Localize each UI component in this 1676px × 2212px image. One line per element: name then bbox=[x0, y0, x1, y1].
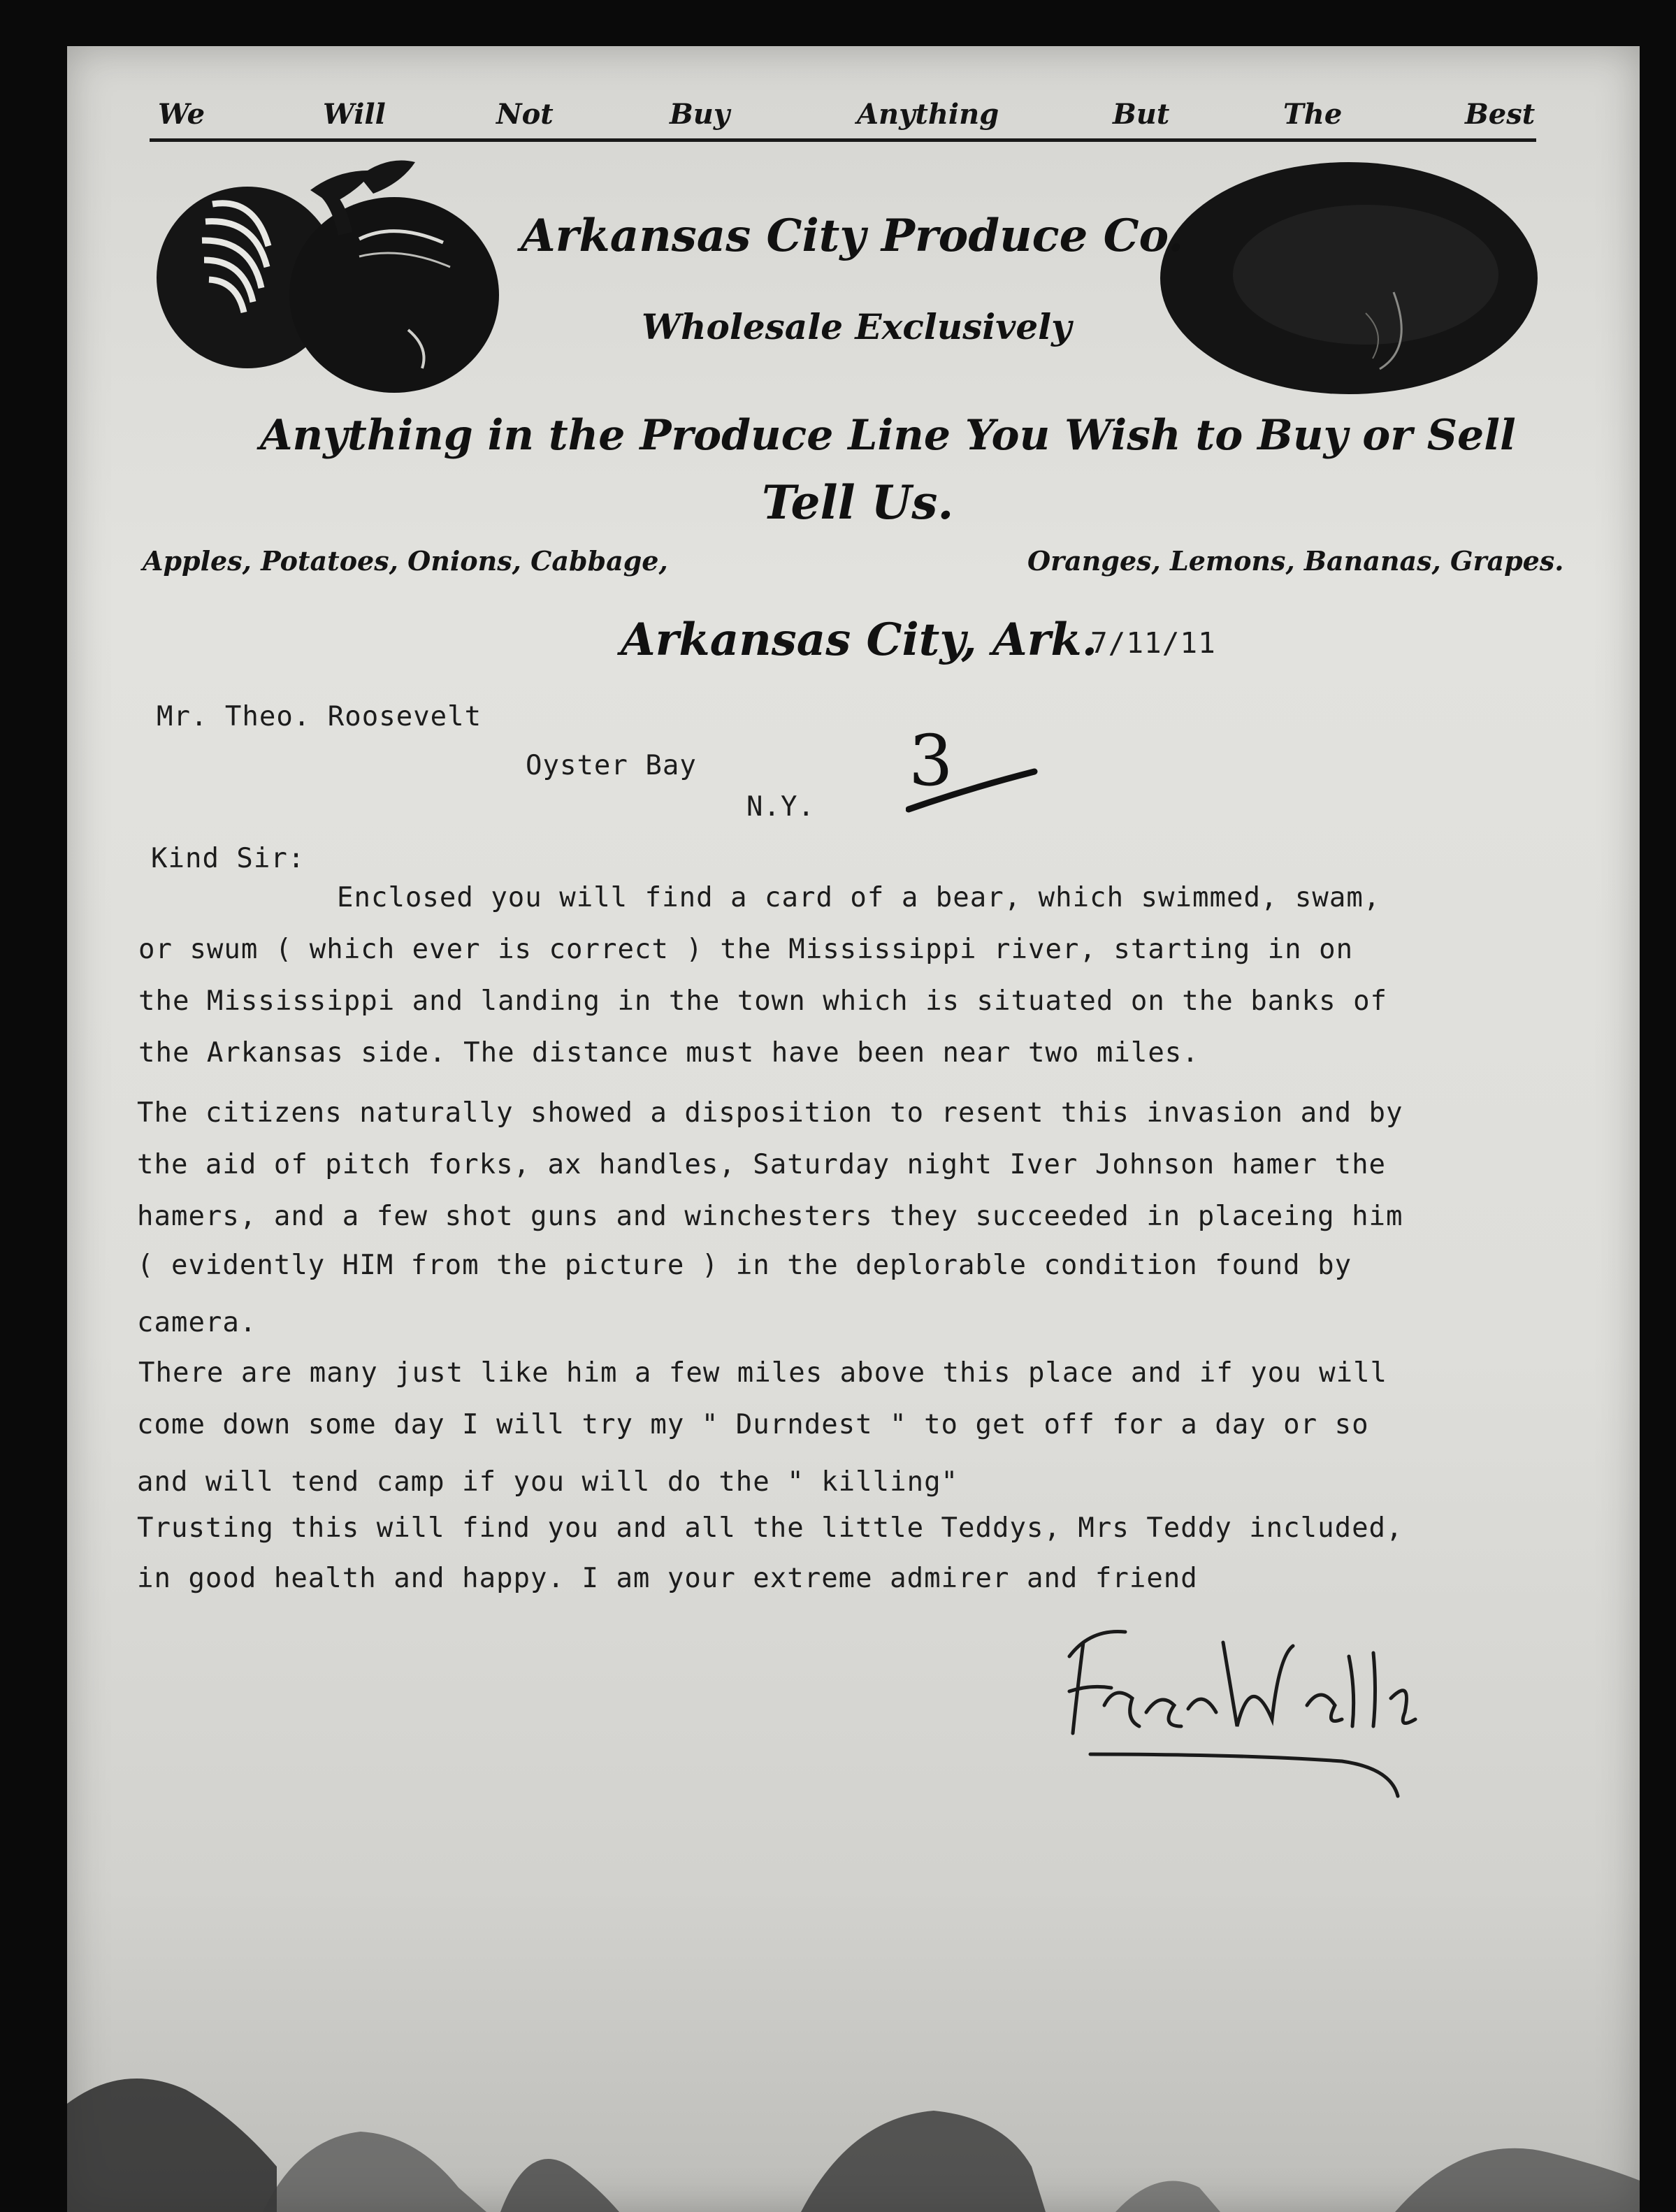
tagline: Anything in the Produce Line You Wish to Buy or Sell bbox=[260, 411, 1516, 460]
body-line: Trusting this will find you and all the little Teddys, Mrs Teddy included, bbox=[137, 1512, 1403, 1544]
body-line: Enclosed you will find a card of a bear, which swimmed, swam, bbox=[337, 882, 1381, 913]
body-line: the aid of pitch forks, ax handles, Saturday night Iver Johnson hamer the bbox=[137, 1149, 1387, 1180]
wholesale-heading: Wholesale Exclusively bbox=[642, 306, 1072, 347]
slogan-rule bbox=[150, 138, 1536, 142]
body-line: or swum ( which ever is correct ) the Mississippi river, starting in on bbox=[138, 934, 1354, 965]
onions-illustration bbox=[150, 155, 513, 414]
signature-drawing bbox=[1048, 1614, 1440, 1845]
body-line: the Arkansas side. The distance must have been near two miles. bbox=[138, 1037, 1199, 1069]
recipient-state: N.Y. bbox=[746, 791, 815, 823]
letter-date: 7/11/11 bbox=[1090, 626, 1216, 660]
body-line: hamers, and a few shot guns and winchesters they succeeded in placeing him bbox=[137, 1201, 1403, 1232]
body-line: in good health and happy. I am your extreme admirer and friend bbox=[137, 1563, 1198, 1594]
slogan-word-4: Buy bbox=[670, 98, 730, 131]
melon-illustration bbox=[1156, 159, 1542, 397]
signature bbox=[1048, 1614, 1440, 1845]
body-line: the Mississippi and landing in the town which is situated on the banks of bbox=[138, 985, 1388, 1017]
salutation: Kind Sir: bbox=[151, 843, 305, 874]
slogan-word-7: The bbox=[1283, 98, 1343, 131]
body-line: camera. bbox=[137, 1307, 257, 1338]
body-line: There are many just like him a few miles above this place and if you will bbox=[138, 1357, 1388, 1389]
slogan-word-6: But bbox=[1113, 98, 1170, 131]
produce-list-right: Oranges, Lemons, Bananas, Grapes. bbox=[1027, 545, 1564, 577]
page-mark-underline bbox=[906, 760, 1039, 816]
recipient-name: Mr. Theo. Roosevelt bbox=[157, 701, 482, 732]
slogan-word-5: Anything bbox=[857, 98, 999, 131]
slogan-word-2: Will bbox=[323, 98, 386, 131]
recipient-place: Oyster Bay bbox=[526, 750, 697, 781]
body-line: and will tend camp if you will do the " killing" bbox=[137, 1466, 959, 1498]
slogan-word-8: Best bbox=[1465, 98, 1536, 131]
company-name: Arkansas City Produce Co. bbox=[521, 210, 1184, 262]
page-number-mark: 3 bbox=[909, 720, 953, 802]
tell-us-heading: Tell Us. bbox=[762, 475, 954, 530]
body-line: come down some day I will try my " Durndest " to get off for a day or so bbox=[137, 1409, 1369, 1440]
slogan-word-3: Not bbox=[496, 98, 554, 131]
slogan-word-1: We bbox=[158, 98, 205, 131]
body-line: The citizens naturally showed a disposition to resent this invasion and by bbox=[137, 1097, 1403, 1129]
body-line: ( evidently HIM from the picture ) in the deplorable condition found by bbox=[137, 1250, 1352, 1281]
city-heading: Arkansas City, Ark. bbox=[621, 614, 1097, 666]
produce-list-left: Apples, Potatoes, Onions, Cabbage, bbox=[143, 545, 668, 577]
